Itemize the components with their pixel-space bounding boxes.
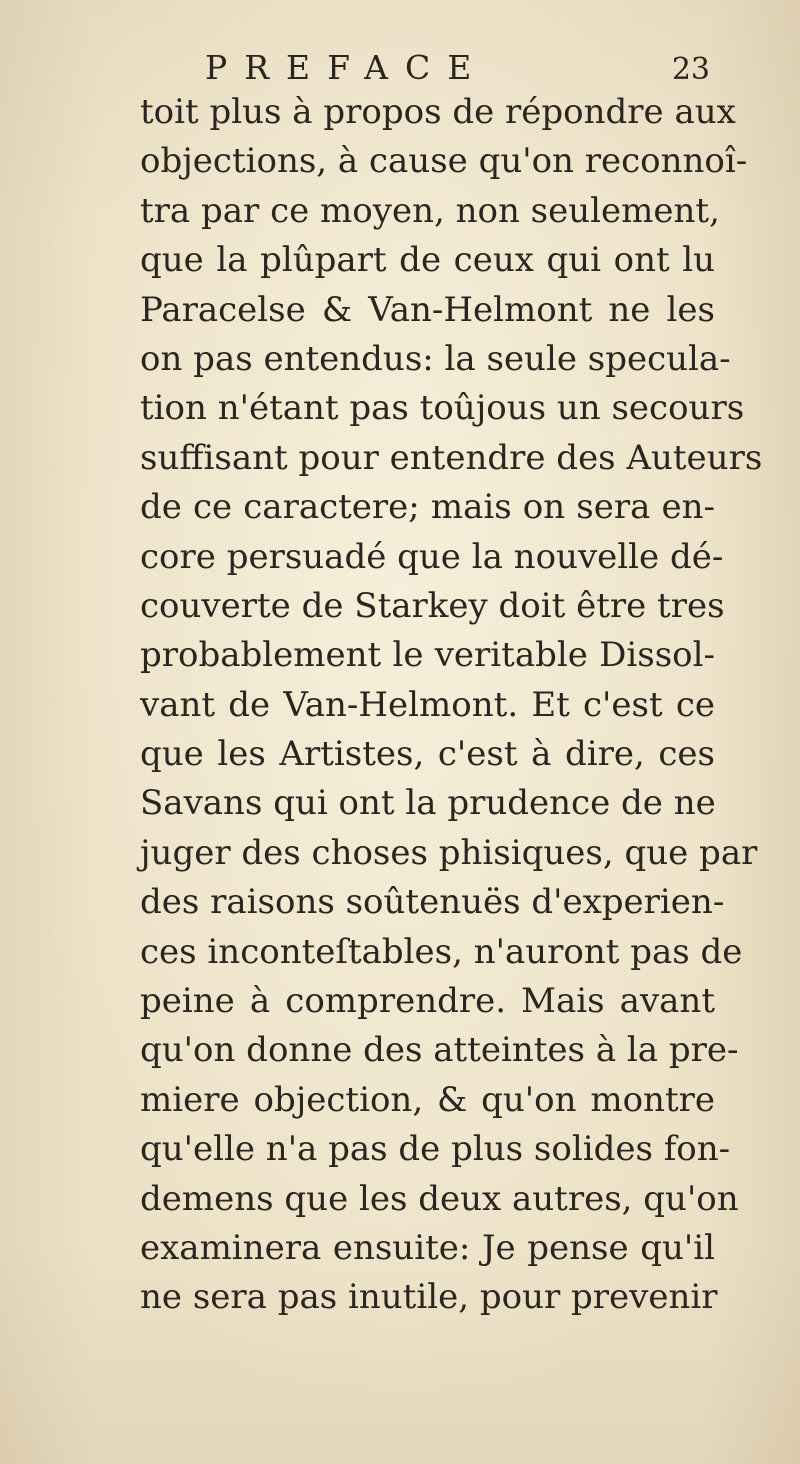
text-line: peine à comprendre. Mais avant <box>140 981 715 1022</box>
text-line: miere objection, & qu'on montre <box>140 1079 715 1120</box>
text-line: de ce caractere; mais on sera en- <box>140 487 715 528</box>
text-line: examinera ensuite: Je pense qu'il <box>140 1227 715 1268</box>
text-line: objections, à cause qu'on reconnoî- <box>140 141 748 182</box>
running-head <box>205 44 710 92</box>
text-line: toit plus à propos de répondre aux <box>140 92 736 132</box>
text-line: couverte de Starkey doit être tres <box>140 585 725 626</box>
text-line: on pas entendus: la seule specula- <box>140 338 731 379</box>
text-line: tra par ce moyen, non seulement, <box>140 190 720 231</box>
text-line: que les Artistes, c'est à dire, ces <box>140 734 715 775</box>
text-line: ces inconteſtables, n'auront pas de <box>140 931 743 972</box>
text-line: qu'on donne des atteintes à la pre- <box>140 1030 739 1071</box>
text-line: ne sera pas inutile, pour prevenir <box>140 1277 718 1318</box>
text-line: des raisons soûtenuës d'experien- <box>140 882 725 923</box>
text-line: vant de Van-Helmont. Et c'est ce <box>140 684 715 725</box>
body-text <box>140 88 763 1323</box>
text-line: tion n'étant pas toûjous un secours <box>140 388 745 429</box>
text-line: Savans qui ont la prudence de ne <box>140 783 716 824</box>
text-line: juger des choses phisiques, que par <box>140 832 758 873</box>
text-line: que la plûpart de ceux qui ont lu <box>140 240 715 281</box>
text-line: demens que les deux autres, qu'on <box>140 1178 739 1219</box>
page-number: 23 <box>671 52 710 87</box>
text-line: qu'elle n'a pas de plus solides fon- <box>140 1129 731 1170</box>
text-line: suffisant pour entendre des Auteurs <box>140 437 763 478</box>
text-line: Paracelse & Van-Helmont ne les <box>140 289 715 330</box>
text-line: probablement le veritable Dissol- <box>140 635 715 676</box>
text-line: core persuadé que la nouvelle dé- <box>140 536 724 577</box>
running-title: PREFACE <box>205 48 489 87</box>
